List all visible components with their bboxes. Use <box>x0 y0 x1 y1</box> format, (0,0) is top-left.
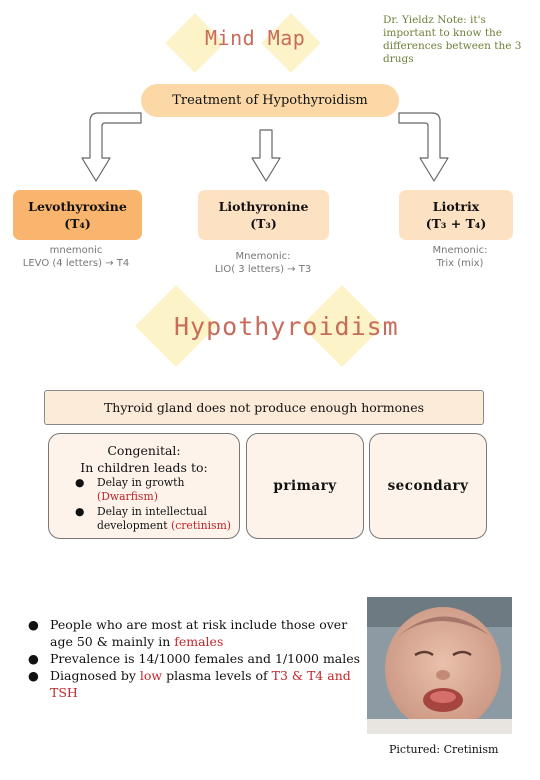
congenital-box <box>48 433 240 539</box>
list-item <box>26 616 366 650</box>
mindmap-title: Mind Map <box>205 26 306 50</box>
drug-liotrix <box>399 190 513 240</box>
bullet-icon: ● <box>75 505 85 518</box>
item-text: Delay in growth <box>97 476 185 489</box>
primary-label: primary <box>273 478 337 494</box>
fact-text: plasma levels of <box>162 668 272 683</box>
item-text: Delay in intellectual development <box>97 505 207 532</box>
mnemonic-liothyronine <box>196 250 330 276</box>
cretinism-photo <box>367 597 512 734</box>
fact-highlight: females <box>174 634 224 649</box>
mnemonic-text: LEVO (4 letters) → T4 <box>22 258 130 269</box>
list-item <box>26 650 366 667</box>
list-item <box>63 505 239 532</box>
mnemonic-label: mnemonic <box>49 245 103 256</box>
fact-text: Prevalence is 14/1000 females and 1/1000 males <box>50 651 361 666</box>
bullet-icon: ● <box>28 668 39 683</box>
arrow-left-icon <box>82 113 141 181</box>
fact-highlight: low <box>139 668 163 683</box>
mnemonic-label: Mnemonic: <box>235 251 291 262</box>
tree-arrows <box>0 0 540 200</box>
drug-formula: (T₃) <box>250 216 277 231</box>
definition-bar: Thyroid gland does not produce enough hormones <box>44 390 484 425</box>
item-highlight: (cretinism) <box>171 518 232 532</box>
congenital-subtitle: In children leads to: <box>80 460 208 475</box>
bullet-icon: ● <box>28 651 39 666</box>
fact-highlight: T3 & T4 and TSH <box>50 668 351 700</box>
drug-name: Liotrix <box>432 199 480 214</box>
photo-caption: Pictured: Cretinism <box>389 743 499 756</box>
mnemonic-levothyroxine <box>12 244 140 270</box>
fact-text: People who are most at risk include those over age 50 & mainly in <box>50 617 348 649</box>
secondary-label: secondary <box>387 478 469 494</box>
mnemonic-text: Trix (mix) <box>436 258 484 269</box>
item-highlight: (Dwarfism) <box>97 489 158 503</box>
doctor-note: Dr. Yieldz Note: it's important to know the differences between the 3 drugs <box>383 14 522 65</box>
hypothyroidism-title: Hypothyroidism <box>174 312 399 341</box>
congenital-title: Congenital: <box>107 443 181 458</box>
list-item <box>26 667 366 701</box>
drug-levothyroxine <box>13 190 142 240</box>
arrow-center-icon <box>252 130 280 181</box>
mnemonic-text: LIO( 3 letters) → T3 <box>214 264 312 275</box>
drug-liothyronine <box>198 190 329 240</box>
primary-box <box>246 433 364 539</box>
bullet-icon: ● <box>75 476 85 489</box>
facts-list <box>26 616 366 701</box>
bullet-icon: ● <box>28 617 39 632</box>
fact-text: Diagnosed by <box>50 668 140 683</box>
drug-formula: (T₃ + T₄) <box>425 216 487 231</box>
drug-name: Liothyronine <box>218 199 309 214</box>
secondary-box <box>369 433 487 539</box>
drug-name: Levothyroxine <box>28 199 127 214</box>
congenital-list <box>63 476 239 534</box>
mnemonic-liotrix <box>410 244 510 270</box>
list-item <box>63 476 239 503</box>
arrow-right-icon <box>399 113 448 181</box>
mnemonic-label: Mnemonic: <box>432 245 488 256</box>
drug-formula: (T₄) <box>64 216 91 231</box>
congenital-heading <box>49 442 239 476</box>
treatment-title: Treatment of Hypothyroidism <box>141 84 399 117</box>
